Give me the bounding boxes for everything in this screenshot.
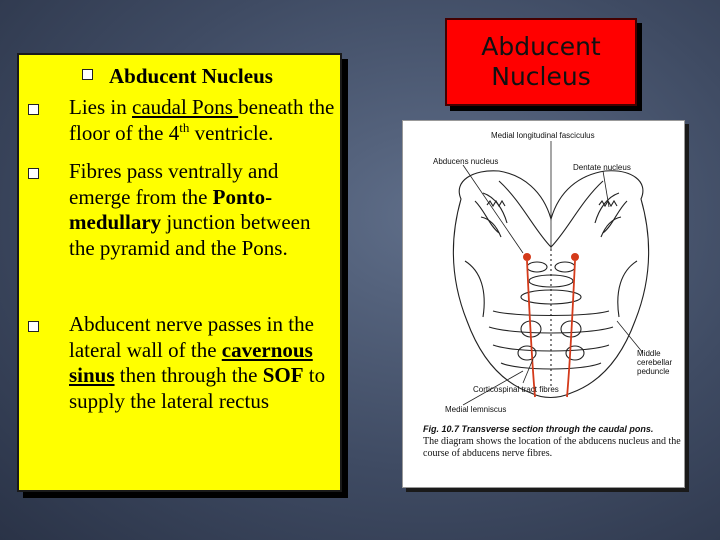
bullet-1-underlined: caudal Pons: [132, 95, 239, 119]
label-dentate-nucleus: Dentate nucleus: [573, 163, 631, 172]
bullet-box-icon: [28, 321, 39, 332]
label-medial-lemniscus: Medial lemniscus: [445, 405, 507, 414]
abducens-fibres-left: [527, 261, 535, 397]
bullet-3-text-mid: then through the: [114, 363, 263, 387]
label-abducens-nucleus: Abducens nucleus: [433, 157, 499, 166]
bullet-box-icon: [28, 168, 39, 179]
pons-diagram: [402, 120, 685, 488]
slide-subtitle: Abducent Nucleus: [109, 64, 273, 88]
bullet-3-bold: SOF: [262, 363, 304, 387]
bullet-box-icon: [82, 69, 93, 80]
bullet-1-text: Lies in: [69, 95, 132, 119]
caption-body: The diagram shows the location of the abducens nucleus and the course of abducens nerve fibres.: [423, 436, 681, 459]
label-medial-longitudinal-fasciculus: Medial longitudinal fasciculus: [491, 131, 595, 140]
label-corticospinal-tract: Corticospinal tract fibres: [473, 385, 559, 394]
bullet-box-icon: [28, 104, 39, 115]
bullet-2-text-end: junction between the pyramid and the Pons.: [69, 210, 311, 260]
bullet-3-text-end: to supply the lateral rectus: [69, 363, 326, 413]
bullet-2-text: Fibres pass ventrally and emerge from the: [69, 159, 279, 209]
label-mcp-line-2: cerebellar: [637, 358, 673, 367]
caption-fig-number: Fig. 10.7: [423, 424, 460, 434]
abducens-nucleus-left: [523, 253, 531, 261]
bullet-1-text-end: ventricle.: [189, 120, 274, 145]
abducens-fibres-right: [567, 261, 575, 397]
label-mcp-line-3: peduncle: [637, 367, 670, 376]
bullet-3-text: Abducent nerve passes in the lateral wall of the: [69, 312, 314, 362]
bullet-1-superscript: th: [179, 119, 190, 135]
label-mcp-line-1: Middle: [637, 349, 661, 358]
heading-line-2: Nucleus: [491, 62, 591, 91]
figure-caption: [423, 423, 681, 460]
heading-box: [445, 18, 637, 106]
bullet-2-bold: Ponto-medullary: [69, 184, 273, 234]
caption-title: Transverse section through the caudal pons.: [461, 424, 654, 434]
abducens-nucleus-right: [571, 253, 579, 261]
bullet-1-text-mid: beneath the floor of the 4: [69, 95, 335, 145]
bullet-3-underlined-2: sinus: [69, 363, 115, 387]
text-content-box: [17, 53, 342, 492]
heading-line-1: Abducent: [481, 32, 601, 61]
bullet-3-underlined-1: cavernous: [221, 337, 313, 362]
